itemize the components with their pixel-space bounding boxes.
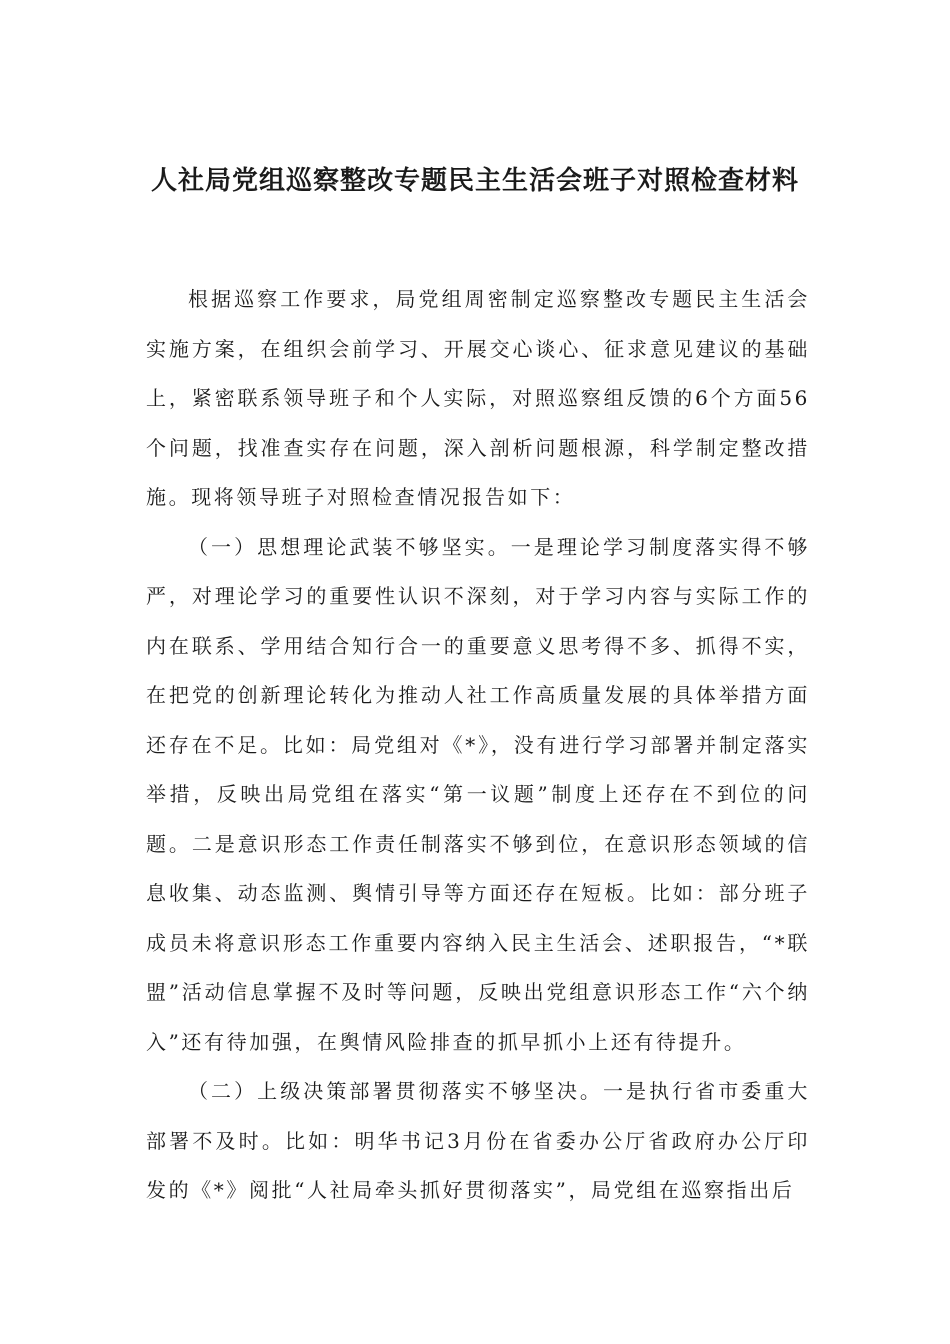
- document-body: [146, 275, 810, 1216]
- paragraph-section-1: （一）思想理论武装不够坚实。一是理论学习制度落实得不够严，对理论学习的重要性认识不深刻，对于学习内容与实际工作的内在联系、学用结合知行合一的重要意义思考得不多、抓得不实，在把党的创新理论转化为推动人社工作高质量发展的具体举措方面还存在不足。比如：局党组对《*》，没有进行学习部署并制定落实举措，反映出局党组在落实“第一议题”制度上还存在不到位的问题。二是意识形态工作责任制落实不够到位，在意识形态领域的信息收集、动态监测、舆情引导等方面还存在短板。比如：部分班子成员未将意识形态工作重要内容纳入民主生活会、述职报告，“*联盟”活动信息掌握不及时等问题，反映出党组意识形态工作“六个纳入”还有待加强，在舆情风险排查的抓早抓小上还有待提升。: [146, 534, 810, 1054]
- document-title: 人社局党组巡察整改专题民主生活会班子对照检查材料: [150, 166, 799, 196]
- paragraph-intro: 根据巡察工作要求，局党组周密制定巡察整改专题民主生活会实施方案，在组织会前学习、开展交心谈心、征求意见建议的基础上，紧密联系领导班子和个人实际，对照巡察组反馈的6个方面56个问题，找准查实存在问题，深入剖析问题根源，科学制定整改措施。现将领导班子对照检查情况报告如下：: [146, 287, 810, 509]
- paragraph-section-2: （二）上级决策部署贯彻落实不够坚决。一是执行省市委重大部署不及时。比如：明华书记3月份在省委办公厅省政府办公厅印发的《*》阅批“人社局牵头抓好贯彻落实”，局党组在巡察指出后: [146, 1079, 810, 1202]
